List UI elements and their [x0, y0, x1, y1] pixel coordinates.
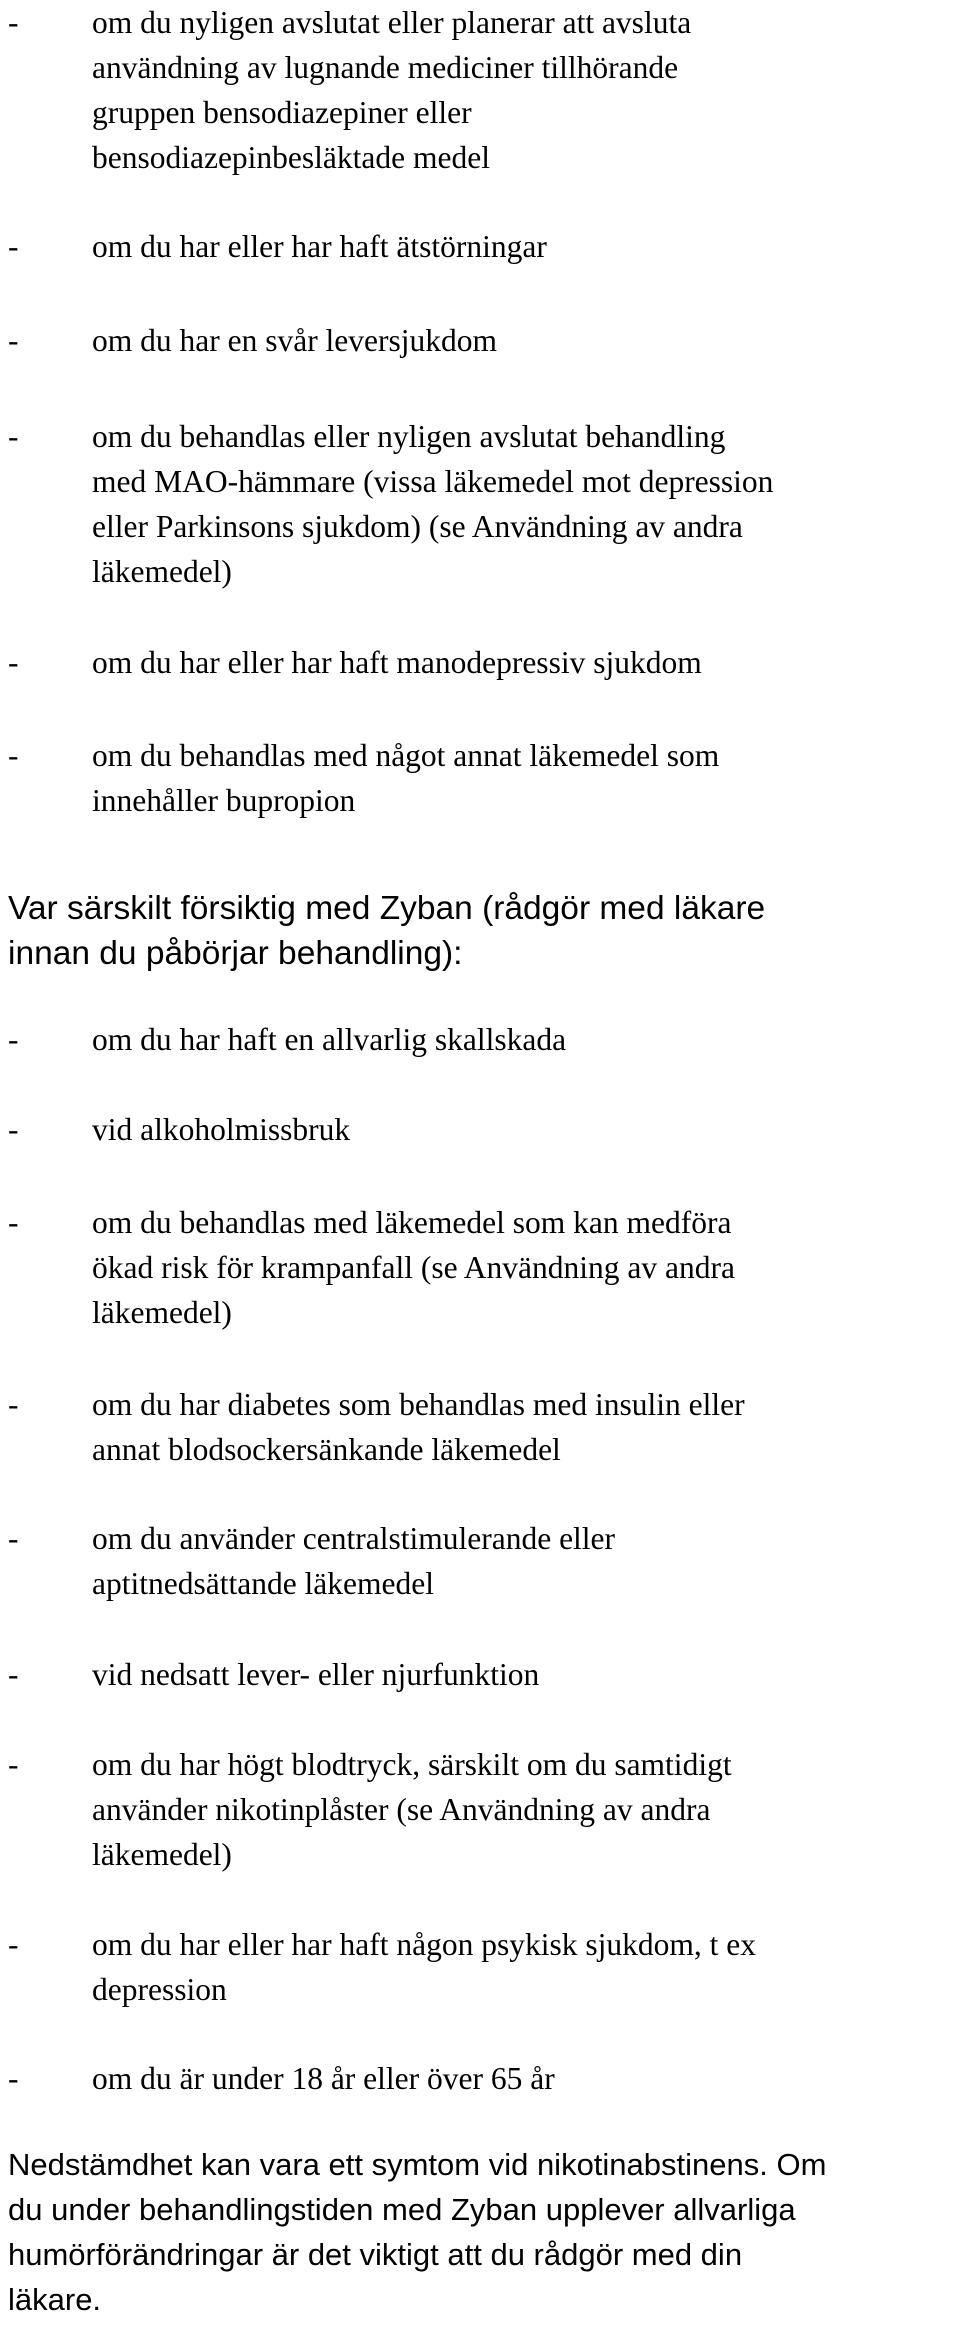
- list-dash: -: [8, 1387, 19, 1422]
- list-item-text: om du har eller har haft någon psykisk sjukdom, t ex depression: [92, 1927, 756, 2007]
- list-dash: -: [8, 1927, 19, 1962]
- list-dash: -: [8, 5, 19, 40]
- list-dash: -: [8, 1747, 19, 1782]
- list-item-text: om du har diabetes som behandlas med insulin eller annat blodsockersänkande läkemedel: [92, 1387, 745, 1467]
- list-item-text: vid nedsatt lever- eller njurfunktion: [92, 1657, 540, 1692]
- list-dash: -: [8, 2061, 19, 2096]
- list-dash: -: [8, 323, 19, 358]
- list-dash: -: [8, 229, 19, 264]
- list-item-text: om du nyligen avslutat eller planerar att avsluta användning av lugnande mediciner tillhörande gruppen bensodiazepiner eller bensodiazepinbesläktade medel: [92, 5, 692, 175]
- list-item-text: om du har högt blodtryck, särskilt om du samtidigt använder nikotinplåster (se Användning av andra läkemedel): [92, 1747, 732, 1872]
- closing-note: Nedstämdhet kan vara ett symtom vid nikotinabstinens. Om du under behandlingstiden med Zyban upplever allvarliga humörförändringar är det viktigt att du rådgör med din läkare.: [8, 2147, 827, 2317]
- list-dash: -: [8, 1657, 19, 1692]
- list-dash: -: [8, 738, 19, 773]
- list-dash: -: [8, 645, 19, 680]
- list-item-text: om du behandlas eller nyligen avslutat behandling med MAO-hämmare (vissa läkemedel mot depression eller Parkinsons sjukdom) (se Användning av andra läkemedel): [92, 419, 774, 589]
- list-item-text: om du har eller har haft manodepressiv sjukdom: [92, 645, 702, 680]
- caution-heading: Var särskilt försiktig med Zyban (rådgör med läkare innan du påbörjar behandling):: [8, 890, 766, 972]
- list-item-text: om du använder centralstimulerande eller aptitnedsättande läkemedel: [92, 1521, 616, 1601]
- list-item-text: om du behandlas med läkemedel som kan medföra ökad risk för krampanfall (se Användning av andra läkemedel): [92, 1205, 735, 1330]
- list-item-text: om du har haft en allvarlig skallskada: [92, 1022, 567, 1057]
- list-dash: -: [8, 1112, 19, 1147]
- list-dash: -: [8, 1205, 19, 1240]
- list-item-text: vid alkoholmissbruk: [92, 1112, 351, 1147]
- list-item-text: om du har eller har haft ätstörningar: [92, 229, 547, 264]
- list-dash: -: [8, 1521, 19, 1556]
- list-item-text: om du är under 18 år eller över 65 år: [92, 2061, 555, 2096]
- list-dash: -: [8, 419, 19, 454]
- list-dash: -: [8, 1022, 19, 1057]
- list-item-text: om du har en svår leversjukdom: [92, 323, 498, 358]
- list-item-text: om du behandlas med något annat läkemedel som innehåller bupropion: [92, 738, 720, 818]
